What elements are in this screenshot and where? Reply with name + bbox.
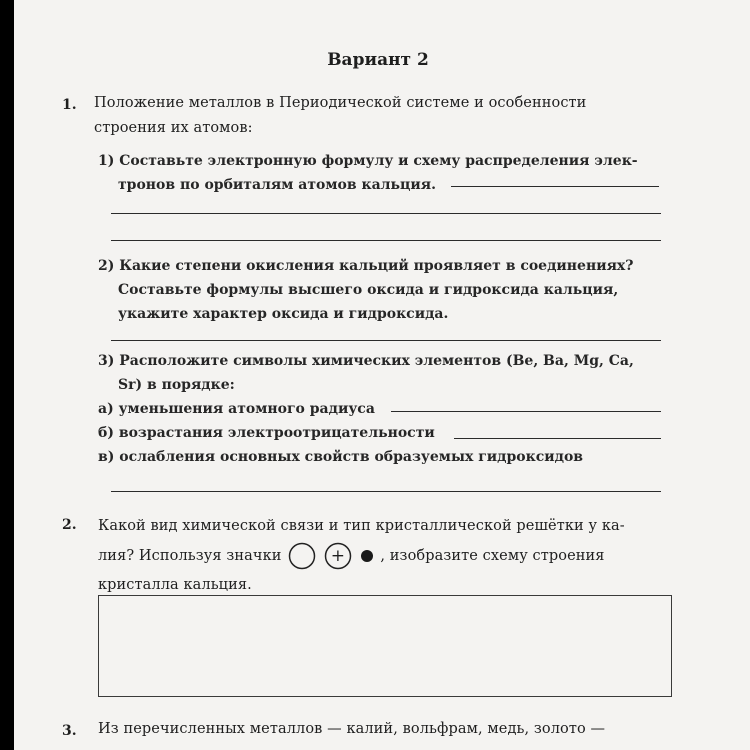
answer-line-1-3c[interactable] — [111, 491, 661, 492]
question-2-line-3: кристалла кальция. — [98, 577, 252, 593]
subtask-1-3-item-a: а) уменьшения атомного радиуса — [98, 401, 375, 417]
empty-circle-icon — [286, 541, 318, 571]
question-1-number: 1. — [62, 97, 77, 113]
question-3-line-1: Из перечисленных металлов — калий, вольфрам, медь, золото — — [98, 721, 606, 737]
answer-line-1-1c[interactable] — [111, 240, 661, 241]
plus-circle-icon — [323, 541, 353, 571]
subtask-1-2-line-1: 2) Какие степени окисления кальций проявляет в соединениях? — [98, 258, 634, 274]
answer-line-1-1b[interactable] — [111, 213, 661, 214]
question-2-line-1: Какой вид химической связи и тип кристаллической решётки у ка- — [98, 518, 625, 534]
question-1-line-2: строения их атомов: — [94, 120, 253, 136]
question-2-line-2-before: лия? Используя значки — [98, 548, 282, 564]
subtask-1-3-line-2: Sr) в порядке: — [118, 377, 235, 393]
variant-title: Вариант 2 — [327, 50, 429, 70]
question-2-text — [98, 512, 688, 600]
question-2-number: 2. — [62, 517, 77, 533]
subtask-1-3-item-c: в) ослабления основных свойств образуемых гидроксидов — [98, 449, 584, 465]
question-3-number: 3. — [62, 723, 77, 739]
question-1-text — [94, 91, 674, 141]
subtask-1-3-item-b: б) возрастания электроотрицательности — [98, 425, 435, 441]
subtask-1-3 — [98, 349, 688, 469]
filled-dot-icon — [358, 541, 376, 571]
worksheet-page — [14, 0, 750, 750]
subtask-1-3-line-1: 3) Расположите символы химических элементов (Be, Ba, Mg, Ca, — [98, 353, 634, 369]
question-1-line-1: Положение металлов в Периодической системе и особенности — [94, 95, 587, 111]
subtask-1-1-line-2: тронов по орбиталям атомов кальция. — [118, 177, 436, 193]
plus-symbol: + — [330, 546, 346, 566]
answer-box-crystal-scheme[interactable] — [98, 595, 672, 697]
subtask-1-2 — [98, 254, 688, 326]
subtask-1-2-line-3: укажите характер оксида и гидроксида. — [118, 306, 449, 322]
answer-line-1-1a[interactable] — [451, 186, 659, 187]
answer-line-1-3b[interactable] — [454, 438, 661, 439]
subtask-1-1 — [98, 149, 678, 197]
subtask-1-1-line-1: 1) Составьте электронную формулу и схему распределения элек- — [98, 153, 638, 169]
answer-line-1-3a[interactable] — [391, 411, 661, 412]
question-2-line-2-after: , изобразите схему строения — [380, 548, 605, 564]
answer-line-1-2[interactable] — [111, 340, 661, 341]
question-2-line-2 — [98, 541, 688, 571]
subtask-1-2-line-2: Составьте формулы высшего оксида и гидроксида кальция, — [118, 282, 619, 298]
